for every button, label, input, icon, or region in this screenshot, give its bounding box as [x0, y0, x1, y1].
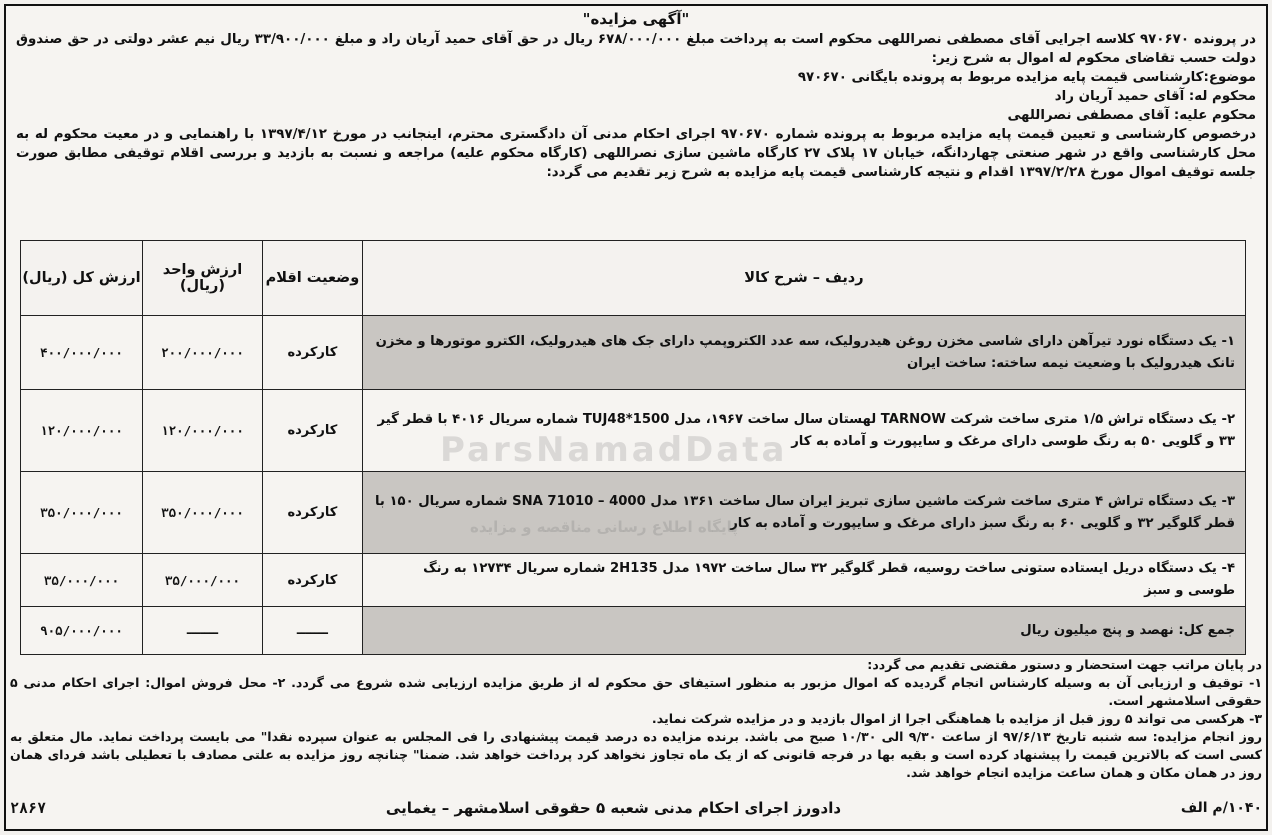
- watermark-brand: ParsNamadData: [440, 430, 788, 470]
- intro-paragraph: در پرونده ۹۷۰۶۷۰ کلاسه اجرایی آقای مصطفی نصراللهی محکوم است به پرداخت مبلغ ۶۷۸/۰۰۰/۰۰۰ ریال در حق آقای حمید آریان راد و مبلغ ۳۳/۹۰۰/۰۰۰ ریال نیم عشر دولتی در حق صندوق دولت حسب تقاضای محکوم له اموال به شرح زیر:: [16, 32, 1256, 66]
- serial-number: ۲۸۶۷: [10, 799, 47, 817]
- items-table: [20, 240, 1246, 655]
- row-unit-value: ۲۰۰/۰۰۰/۰۰۰: [142, 316, 262, 390]
- notice-title: "آگهی مزایده": [582, 10, 690, 28]
- row-unit-value: ۳۵۰/۰۰۰/۰۰۰: [142, 472, 262, 554]
- row-total-value: ۳۵/۰۰۰/۰۰۰: [21, 554, 143, 607]
- total-value: ۹۰۵/۰۰۰/۰۰۰: [21, 607, 143, 655]
- row-desc: ۲- یک دستگاه تراش ۱/۵ متری ساخت شرکت TARNOW لهستان سال ساخت ۱۹۶۷، مدل TUJ48*1500 شماره سریال ۴۰۱۶ با قطر گیر ۳۳ و گلویی ۵۰ به رنگ طوسی دارای مرغک و سایپورت و آماده به کار: [362, 390, 1245, 472]
- signature-row: [10, 796, 1262, 820]
- row-total-value: ۴۰۰/۰۰۰/۰۰۰: [21, 316, 143, 390]
- creditor-line: محکوم له: آقای حمید آریان راد: [1054, 89, 1256, 104]
- row-status: کارکرده: [262, 554, 362, 607]
- row-desc: ۳- یک دستگاه تراش ۴ متری ساخت شرکت ماشین سازی تبریز ایران سال ساخت ۱۳۶۱ مدل SNA 71010 – 4000 شماره سریال ۱۵۰ با قطر گلوگیر ۳۲ و گلویی ۶۰ به رنگ سبز دارای مرغک و سایپورت و آماده به کار: [362, 472, 1245, 554]
- notice-intro: [16, 30, 1256, 182]
- total-label: جمع کل: نهصد و پنج میلیون ریال: [362, 607, 1245, 655]
- row-status: کارکرده: [262, 316, 362, 390]
- notice-code: ۱۰۴۰/م الف: [1180, 800, 1262, 816]
- total-unit-value: ـــــــ: [142, 607, 262, 655]
- footer-clause-3: ۳- هرکسی می تواند ۵ روز قبل از مزایده با هماهنگی اجرا از اموال بازدید و در مزایده شرکت نماید.: [651, 711, 1262, 726]
- row-total-value: ۱۲۰/۰۰۰/۰۰۰: [21, 390, 143, 472]
- table-row: [21, 554, 1246, 607]
- table-total-row: [21, 607, 1246, 655]
- row-desc: ۴- یک دستگاه دریل ایستاده ستونی ساخت روسیه، قطر گلوگیر ۳۲ سال ساخت ۱۹۷۲ مدل 2H135 شماره سریال ۱۲۷۳۴ به رنگ طوسی و سبز: [362, 554, 1245, 607]
- table-row: [21, 472, 1246, 554]
- footer-intro: در پایان مراتب جهت استحضار و دستور مقتضی تقدیم می گردد:: [867, 657, 1262, 672]
- row-status: کارکرده: [262, 390, 362, 472]
- debtor-line: محکوم علیه: آقای مصطفی نصراللهی: [1007, 108, 1256, 123]
- total-status: ـــــــ: [262, 607, 362, 655]
- notice-footer: [10, 656, 1262, 782]
- table-header-row: [21, 241, 1246, 316]
- row-unit-value: ۱۲۰/۰۰۰/۰۰۰: [142, 390, 262, 472]
- header-desc: ردیف – شرح کالا: [362, 241, 1245, 316]
- signer-name: دادورز اجرای احکام مدنی شعبه ۵ حقوقی اسلامشهر – یغمایی: [385, 799, 842, 817]
- header-unit-value: ارزش واحد (ریال): [142, 241, 262, 316]
- row-unit-value: ۳۵/۰۰۰/۰۰۰: [142, 554, 262, 607]
- table-row: [21, 390, 1246, 472]
- header-total-value: ارزش کل (ریال): [21, 241, 143, 316]
- watermark-tagline: پایگاه اطلاع رسانی مناقصه و مزایده: [470, 518, 738, 536]
- row-status: کارکرده: [262, 472, 362, 554]
- footer-clause-1-2: ۱- توقیف و ارزیابی آن به وسیله کارشناس انجام گردیده که اموال مزبور به منظور استیفای حق محکوم له از طریق مزایده ارزیابی شده شروع می گردد. ۲- محل فروش اموال: اجرای احکام مدنی ۵ حقوقی اسلامشهر است.: [10, 675, 1262, 708]
- auction-date-paragraph: روز انجام مزایده: سه شنبه تاریخ ۹۷/۶/۱۳ از ساعت ۹/۳۰ الی ۱۰/۳۰ صبح می باشد. برنده مزایده ده درصد قیمت پیشنهادی را فی المجلس به عنوان سپرده نقدا" می بایست پرداخت نماید. مال متعلق به کسی است که بالاترین قیمت را پیشنهاد کرده است و بقیه بها در فرجه قانونی که از یک ماه تجاوز نخواهد کرد پرداخت خواهد شد. ضمنا" چنانچه روز مزایده به علتی مصادف با تعطیلی باشد فردای همان روز در همان مکان و همان ساعت مزایده انجام خواهد شد.: [10, 729, 1262, 780]
- row-desc: ۱- یک دستگاه نورد تیرآهن دارای شاسی مخزن روغن هیدرولیک، سه عدد الکتروپمپ دارای جک های هیدرولیک، الکترو موتورها و مخزن تانک هیدرولیک با وضعیت نیمه ساخته: ساخت ایران: [362, 316, 1245, 390]
- assessment-paragraph: درخصوص کارشناسی و تعیین قیمت پایه مزایده مربوط به پرونده شماره ۹۷۰۶۷۰ اجرای احکام مدنی آن دادگستری محترم، اینجانب در مورخ ۱۳۹۷/۴/۱۲ با راهنمایی و در معیت محکوم له به محل کارشناسی واقع در شهر صنعتی چهاردانگه، خیابان ۱۷ پلاک ۲۷ کارگاه ماشین سازی نصراللهی (کارگاه محکوم علیه) مراجعه و نسبت به بازدید و بررسی اقلام توقیفی مطابق صورت جلسه توقیف اموال مورخ ۱۳۹۷/۲/۲۸ اقدام و نتیجه کارشناسی قیمت پایه مزایده به شرح زیر تقدیم می گردد:: [16, 127, 1256, 180]
- header-status: وضعیت اقلام: [262, 241, 362, 316]
- subject-line: موضوع:کارشناسی قیمت پایه مزایده مربوط به پرونده بایگانی ۹۷۰۶۷۰: [797, 70, 1256, 85]
- row-total-value: ۳۵۰/۰۰۰/۰۰۰: [21, 472, 143, 554]
- table-row: [21, 316, 1246, 390]
